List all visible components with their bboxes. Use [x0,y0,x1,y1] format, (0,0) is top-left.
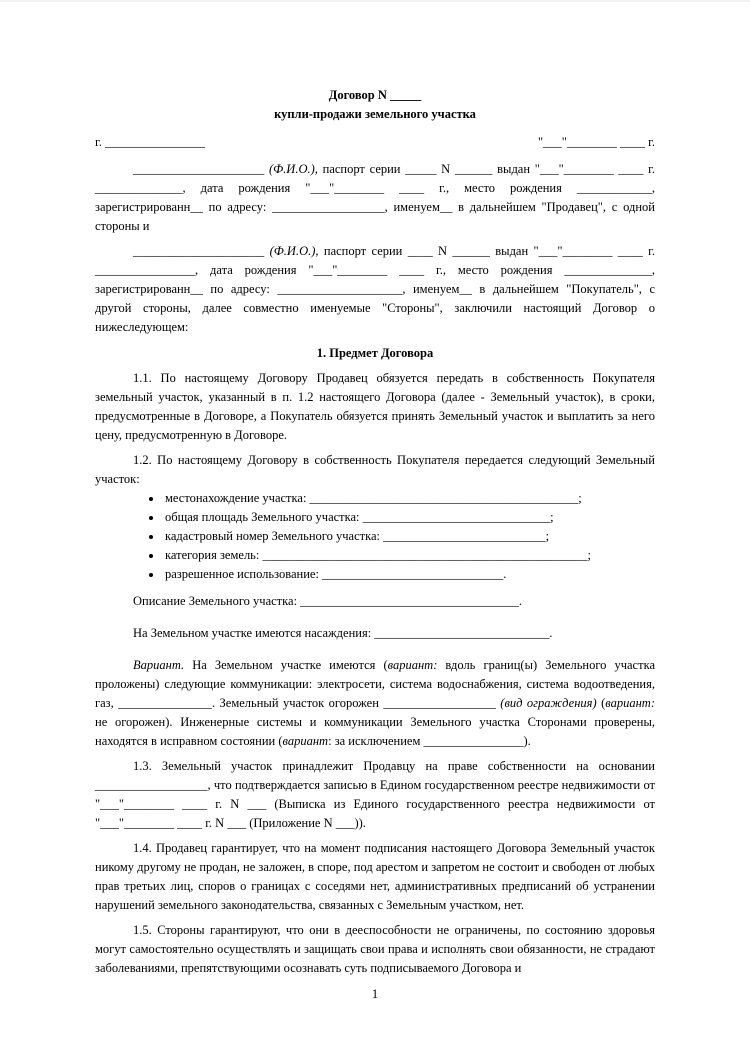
date-blank: "___"________ ____ г. [537,135,655,149]
place-and-date-line [95,133,655,152]
seller-party-paragraph: _____________________ (Ф.И.О.), паспорт серии _____ N ______ выдан "___"________ ____ г. ______________, дата рождения "___"________ ____ г., место рождения ____________, зарегистрированн__ по адресу: __________________, именуем__ в дальнейшем "Продавец", с одной стороны и [95,162,655,233]
list-item-permitted-use: • разрешенное использование: _____________________________. [163,565,655,584]
page-number: 1 [371,987,379,1001]
list-item-cadastral-number: • кадастровый номер Земельного участка: __________________________; [163,527,655,546]
clause-1-4: 1.4. Продавец гарантирует, что на момент подписания настоящего Договора Земельный участок никому другому не продан, не заложен, в споре, под арестом и запретом не состоит и свободен от любых прав третьих лиц, споров о границах с соседями нет, административных предписаний об устранении нарушений земельного законодательства, связанных с Земельным участком, нет. [95,841,655,912]
document-title-line-1: Договор N _____ [328,88,422,102]
plot-description-line: Описание Земельного участка: ___________________________________. [133,594,523,608]
city-blank: г. ________________ [95,135,205,149]
list-item-location: • местонахождение участка: ___________________________________________; [163,489,655,508]
list-item-area: • общая площадь Земельного участка: ______________________________; [163,508,655,527]
list-item-land-category: • категория земель: ____________________________________________________; [163,546,655,565]
clause-1-1: 1.1. По настоящему Договору Продавец обязуется передать в собственность Покупателя земельный участок, указанный в п. 1.2 настоящего Договора (далее - Земельный участок), в сроки, предусмотренные в Договоре, а Покупатель обязуется принять Земельный участок и выплатить за него цену, предусмотренную в Договоре. [95,371,655,442]
buyer-party-paragraph: _____________________ (Ф.И.О.), паспорт серии ____ N ______ выдан "___"________ ____ г. ________________, дата рождения "___"________ ____ г., место рождения ______________, зарегистрированн__ по адресу: ____________________, именуем__ в дальнейшем "Покупатель", с другой стороны, далее совместно именуемые "Стороны", заключили настоящий Договор о нижеследующем: [95,244,655,334]
document-title-line-2: купли-продажи земельного участка [274,107,476,121]
clause-1-3: 1.3. Земельный участок принадлежит Продавцу на праве собственности на основании __________________, что подтверждается записью в Едином государственном реестре недвижимости от "___"________ ____ г. N ___ (Выписка из Единого государственного реестра недвижимости от "___"________ ____ г. N ___ (Приложение N ___)). [95,759,655,830]
document-title [95,86,655,124]
variant-paragraph: Вариант. На Земельном участке имеются (вариант: вдоль границ(ы) Земельного участка проложены) следующие коммуникации: электросети, система водоснабжения, система водоотведения, газ, _______________. Земельный участок огорожен __________________ (вид ограждения) (вариант: не огорожен). Инженерные системы и коммуникации Земельного участка Сторонами проверены, находятся в исправном состоянии (вариант: за исключением ________________). [95,658,655,748]
clause-1-2-intro: 1.2. По настоящему Договору в собственность Покупателя передается следующий Земельный участок: [95,453,655,486]
section-1-heading: 1. Предмет Договора [316,346,434,360]
plantings-line: На Земельном участке имеются насаждения: ____________________________. [133,626,553,640]
land-plot-details-list [95,489,655,584]
clause-1-5: 1.5. Стороны гарантируют, что они в дееспособности не ограничены, по состоянию здоровья могут самостоятельно осуществлять и защищать свои права и исполнять свои обязанности, не страдают заболеваниями, препятствующими осознавать суть подписываемого Договора и [95,923,655,975]
